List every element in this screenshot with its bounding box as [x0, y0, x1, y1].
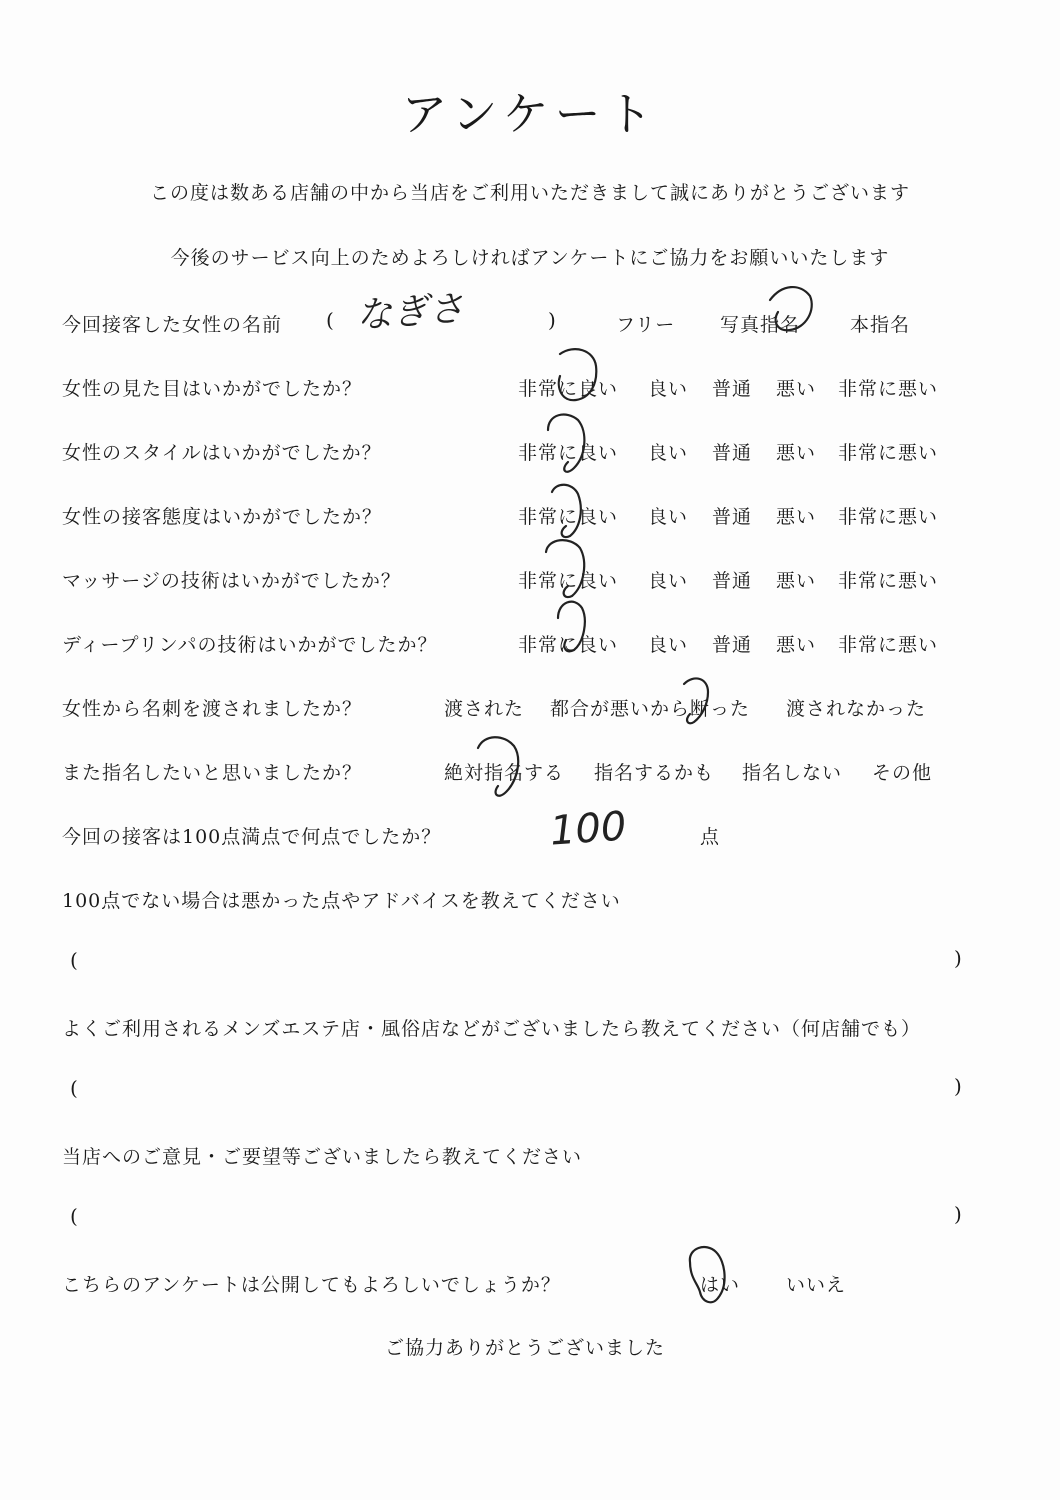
- rating-5-very-good: 非常に良い: [518, 634, 619, 656]
- again-option-definitely: 絶対指名する: [444, 762, 565, 784]
- rating-3-bad: 悪い: [776, 506, 817, 528]
- question-appearance: 女性の見た目はいかがでしたか？: [62, 378, 363, 400]
- opinion-close-paren: ): [954, 1202, 962, 1226]
- again-option-no: 指名しない: [742, 762, 843, 784]
- question-opinion: 当店へのご意見・ご要望等ございましたら教えてください: [62, 1146, 583, 1168]
- question-massage: マッサージの技術はいかがでしたか？: [62, 570, 401, 592]
- publish-option-yes: はい: [700, 1274, 741, 1296]
- option-main-nomination: 本指名: [850, 314, 911, 336]
- question-style: 女性のスタイルはいかがでしたか？: [62, 442, 382, 464]
- rating-3-very-bad: 非常に悪い: [838, 506, 939, 528]
- rating-5-very-bad: 非常に悪い: [838, 634, 939, 656]
- option-free: フリー: [616, 314, 676, 336]
- rating-4-good: 良い: [648, 570, 689, 592]
- closing-thanks: ご協力ありがとうございました: [384, 1337, 665, 1359]
- question-advice: 100点でない場合は悪かった点やアドバイスを教えてください: [62, 890, 621, 912]
- rating-1-very-good: 非常に良い: [518, 378, 619, 400]
- question-score: 今回の接客は100点満点で何点でしたか？: [62, 826, 442, 848]
- question-business-card: 女性から名刺を渡されましたか？: [62, 698, 363, 720]
- question-frequent-shops: よくご利用されるメンズエステ店・風俗店などがございましたら教えてください（何店舗でも）: [62, 1018, 922, 1040]
- rating-5-normal: 普通: [712, 634, 753, 656]
- advice-open-paren: (: [70, 948, 78, 972]
- name-close-paren: ): [548, 308, 556, 332]
- intro-line-1: この度は数ある店舗の中から当店をご利用いただきまして誠にありがとうございます: [149, 182, 910, 204]
- rating-2-bad: 悪い: [776, 442, 817, 464]
- rating-5-bad: 悪い: [776, 634, 817, 656]
- option-photo-nomination: 写真指名: [720, 314, 801, 336]
- shops-close-paren: ): [954, 1074, 962, 1098]
- rating-1-normal: 普通: [712, 378, 753, 400]
- opinion-open-paren: (: [70, 1204, 78, 1228]
- advice-close-paren: ): [954, 946, 962, 970]
- rating-3-normal: 普通: [712, 506, 753, 528]
- rating-2-normal: 普通: [712, 442, 753, 464]
- rating-2-very-good: 非常に良い: [518, 442, 619, 464]
- question-name: 今回接客した女性の名前: [62, 314, 283, 336]
- card-option-given: 渡された: [444, 698, 525, 720]
- rating-1-good: 良い: [648, 378, 689, 400]
- rating-5-good: 良い: [648, 634, 689, 656]
- rating-4-bad: 悪い: [776, 570, 817, 592]
- rating-4-normal: 普通: [712, 570, 753, 592]
- rating-3-very-good: 非常に良い: [518, 506, 619, 528]
- rating-2-good: 良い: [648, 442, 689, 464]
- score-answer: 100: [548, 803, 628, 855]
- question-nominate-again: また指名したいと思いましたか？: [62, 762, 363, 784]
- rating-1-bad: 悪い: [776, 378, 817, 400]
- rating-4-very-bad: 非常に悪い: [838, 570, 939, 592]
- page-title: アンケート: [401, 87, 659, 141]
- rating-1-very-bad: 非常に悪い: [838, 378, 939, 400]
- score-unit: 点: [700, 826, 721, 848]
- publish-option-no: いいえ: [786, 1274, 847, 1296]
- name-answer: なぎさ: [354, 288, 466, 337]
- again-option-maybe: 指名するかも: [594, 762, 715, 784]
- question-publish: こちらのアンケートは公開してもよろしいでしょうか？: [62, 1274, 561, 1296]
- card-option-not-given: 渡されなかった: [786, 698, 927, 720]
- rating-4-very-good: 非常に良い: [518, 570, 619, 592]
- intro-line-2: 今後のサービス向上のためよろしければアンケートにご協力をお願いいたします: [170, 247, 890, 269]
- shops-open-paren: (: [70, 1076, 78, 1100]
- rating-2-very-bad: 非常に悪い: [838, 442, 939, 464]
- question-deep-lymph: ディープリンパの技術はいかがでしたか？: [62, 634, 438, 656]
- question-attitude: 女性の接客態度はいかがでしたか？: [62, 506, 383, 528]
- card-option-declined: 都合が悪いから断った: [550, 698, 751, 720]
- rating-3-good: 良い: [648, 506, 689, 528]
- name-open-paren: (: [326, 308, 334, 332]
- again-option-other: その他: [872, 762, 933, 784]
